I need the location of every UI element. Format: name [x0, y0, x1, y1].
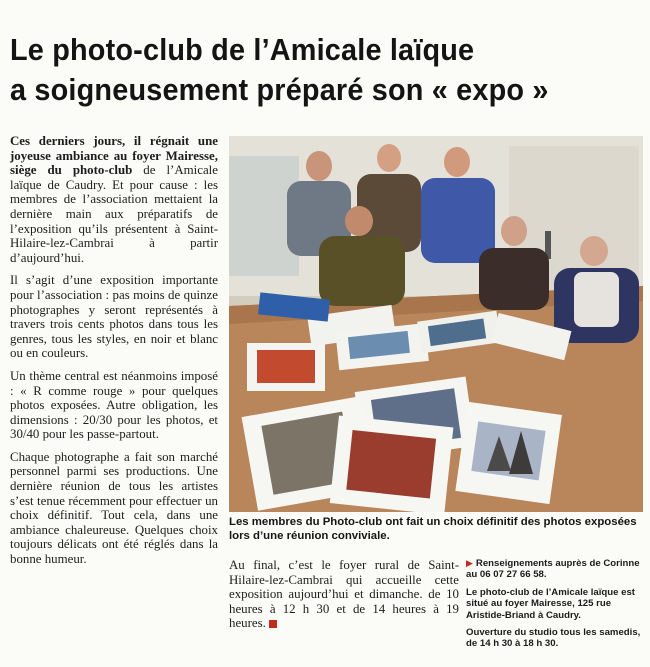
- article-headline: [10, 30, 598, 110]
- left-column-body: [10, 134, 218, 575]
- info-contact-text: Renseignements auprès de Corinne au 06 07 27 66 58.: [466, 558, 640, 581]
- photo-illustration: [229, 136, 643, 512]
- paragraph-3: Un thème central est néanmoins imposé : « R comme rouge » pour quelques photos exposées. Autre obligation, les dimensions : 20/30 pour les photos, et 30/40 pour les passe-partout.: [10, 368, 218, 442]
- info-contact: [466, 558, 642, 581]
- paragraph-1: [10, 134, 218, 265]
- info-box: [466, 558, 642, 656]
- paragraph-2: Il s’agit d’une exposition importante pour l’association : pas moins de quinze photographes y seront représentés à travers trois cents photos dans tous les genres, tous les styles, en noir et blanc ou en couleurs.: [10, 273, 218, 361]
- info-location: Le photo-club de l’Amicale laïque est situé au foyer Mairesse, 125 rue Aristide-Briand à Caudry.: [466, 586, 635, 621]
- lead-text: Ces derniers jours, il régnait une joyeuse ambiance au foyer Mairesse, siège du photo-club: [10, 134, 218, 178]
- headline-line-2: a soigneusement préparé son « expo »: [10, 72, 549, 107]
- middle-column-body: [229, 558, 459, 631]
- info-opening-hours: Ouverture du studio tous les samedis, de 14 h 30 à 18 h 30.: [466, 627, 641, 650]
- paragraph-4: Chaque photographe a fait son marché personnel parmi ses productions. Une dernière réunion de tous les artistes s’est tenue récemment pour effectuer un choix définitif. Tout cela, dans une ambiance chaleureuse. Quelques choix toujours délicats ont été réglés dans la bonne humeur.: [10, 449, 218, 567]
- paragraph-5-text: Au final, c’est le foyer rural de Saint-Hilaire-lez-Cambrai qui accueille cette exposition aujourd’hui et dimanche. de 10 heures à 12 h 30 et de 14 heures à 19 heures.: [229, 558, 459, 631]
- arrow-right-icon: ▶: [466, 558, 473, 568]
- paragraph-1-rest: de l’Amicale laïque de Caudry. Et pour cause : les membres de l’association mettaient la dernière main aux préparatifs de l’exposition qu’ils présentent à Saint-Hilaire-lez-Cambrai à partir d’aujourd’hui.: [10, 163, 218, 265]
- paragraph-5: [229, 558, 459, 631]
- photo-caption: Les membres du Photo-club ont fait un choix définitif des photos exposées lors d’une réunion conviviale.: [229, 516, 637, 542]
- headline-line-1: Le photo-club de l’Amicale laïque: [10, 32, 475, 67]
- article-photo: [229, 136, 643, 512]
- end-of-article-mark: [269, 620, 277, 628]
